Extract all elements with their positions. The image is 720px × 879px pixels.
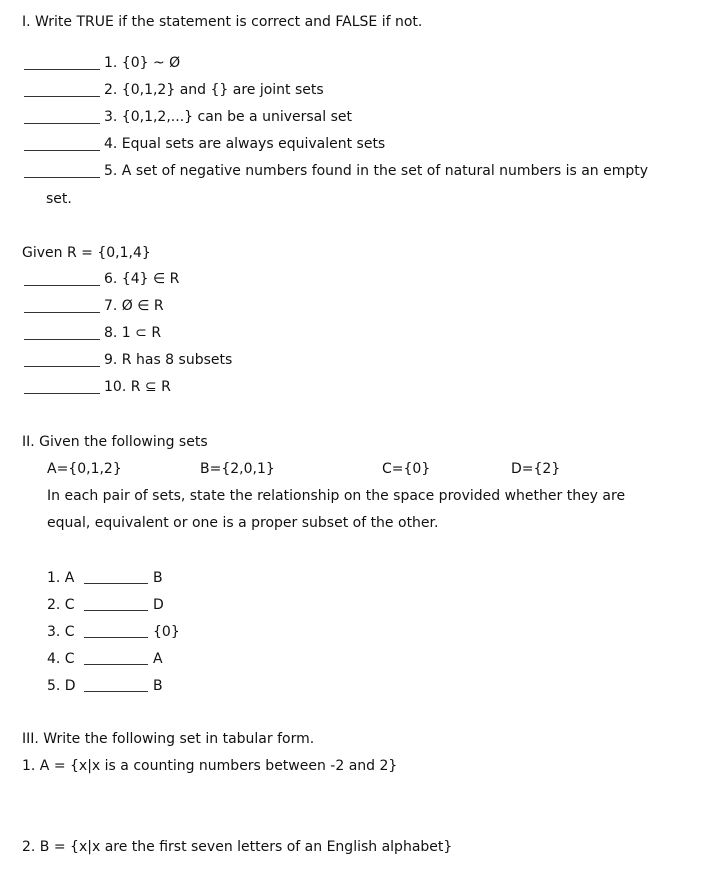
part1-item-6: 6. {4} ∈ R [104,271,180,287]
given-set-r: Given R = {0,1,4} [22,245,151,261]
set-d: D={2} [511,461,561,477]
answer-blank-4[interactable] [24,150,100,151]
answer-blank-9[interactable] [24,366,100,367]
answer-blank-8[interactable] [24,339,100,340]
part1-item-3: 3. {0,1,2,...} can be a universal set [104,109,352,125]
part3-item-1: 1. A = {x|x is a counting numbers between -2 and 2} [22,758,398,774]
part1-item-7: 7. Ø ∈ R [104,298,164,314]
set-b: B={2,0,1} [200,461,275,477]
relationship-blank-4[interactable] [84,664,148,665]
part3-item-2: 2. B = {x|x are the first seven letters of an English alphabet} [22,839,453,855]
part1-item-5: 5. A set of negative numbers found in the set of natural numbers is an empty [104,163,649,179]
pair-2-left: 2. C [47,597,75,613]
set-a: A={0,1,2} [47,461,122,477]
pair-1-right: B [153,570,163,586]
part1-item-5-wrap: set. [46,191,72,207]
pair-5-left: 5. D [47,678,76,694]
pair-4-right: A [153,651,163,667]
part1-item-9: 9. R has 8 subsets [104,352,233,368]
answer-blank-2[interactable] [24,96,100,97]
part1-item-8: 8. 1 ⊂ R [104,325,162,341]
part1-item-2: 2. {0,1,2} and {} are joint sets [104,82,324,98]
part2-instruction-line1: In each pair of sets, state the relationship on the space provided whether they are [47,488,626,504]
pair-5-right: B [153,678,163,694]
answer-blank-6[interactable] [24,285,100,286]
pair-1-left: 1. A [47,570,75,586]
relationship-blank-2[interactable] [84,610,148,611]
part3-heading: III. Write the following set in tabular form. [22,731,315,747]
answer-blank-5[interactable] [24,177,100,178]
answer-blank-3[interactable] [24,123,100,124]
pair-4-left: 4. C [47,651,75,667]
set-c: C={0} [382,461,431,477]
pair-2-right: D [153,597,164,613]
answer-blank-10[interactable] [24,393,100,394]
pair-3-right: {0} [153,624,180,640]
relationship-blank-3[interactable] [84,637,148,638]
part2-heading: II. Given the following sets [22,434,208,450]
part1-item-10: 10. R ⊆ R [104,379,171,395]
part1-item-4: 4. Equal sets are always equivalent sets [104,136,386,152]
part1-item-1: 1. {0} ~ Ø [104,55,181,71]
relationship-blank-5[interactable] [84,691,148,692]
pair-3-left: 3. C [47,624,75,640]
answer-blank-7[interactable] [24,312,100,313]
answer-blank-1[interactable] [24,69,100,70]
part2-instruction-line2: equal, equivalent or one is a proper subset of the other. [47,515,439,531]
part1-heading: I. Write TRUE if the statement is correct and FALSE if not. [22,14,423,30]
relationship-blank-1[interactable] [84,583,148,584]
